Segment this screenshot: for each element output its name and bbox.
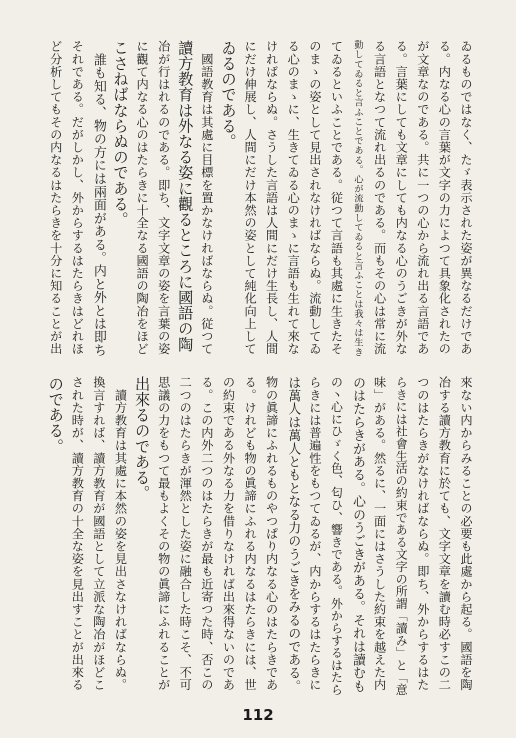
text-line: それである。だがしかし、外からするはたらきはどれほ bbox=[70, 40, 85, 355]
text-line: 物の眞諦にふれるものやつぱり内なる心のはたらきであ bbox=[264, 376, 279, 691]
text-line: ゐるものではなく、たゞ表示された姿が異なるだけであ bbox=[459, 40, 473, 355]
text-line: された時が、讀方教育の十全な姿を見出すことが出來る bbox=[70, 376, 85, 691]
text-line: の丶心にひゞく色、匂ひ、響きである。外からするはたら bbox=[329, 376, 344, 696]
text-line: 誰も知る、物の方には兩面がある。内と外とは即ち bbox=[90, 40, 106, 357]
text-line: 冶する讀方教育に於ても、文字文章を讀む時必すこの二 bbox=[437, 376, 452, 691]
text-line: 來ない内からみることの必要も此處から起る。國語を陶 bbox=[459, 376, 473, 691]
text-line: 動してゐると言ふことである。心が流動してゐると言ふことは我々は生き bbox=[352, 40, 364, 357]
page-number: 112 bbox=[242, 706, 274, 724]
text-line: らきには普遍性をもつてゐるが、内からするはたらきに bbox=[307, 376, 322, 691]
text-line: る。内なる心の言葉が文字の力によつて具象化されたの bbox=[437, 40, 452, 355]
text-line: ければならぬ。さうした言語は人間にだけ生長し、人間 bbox=[264, 40, 279, 355]
text-line: 冶が行はれるのである。即ち、文字文章の姿を言葉の姿 bbox=[156, 40, 171, 355]
text-line: る。言葉にしても文章にしても内なる心のうごきが外な bbox=[394, 40, 409, 355]
text-line: る。けれども物の眞諦にふれる内なるはたらきには、世 bbox=[243, 376, 258, 691]
text-line: にだけ伸展し、人間にだけ本然の姿として純化向上して bbox=[243, 40, 258, 355]
text-line: る言語となつて流れ出るのである。而もその心は常に流 bbox=[372, 40, 387, 355]
text-line: る心のまゝに、生きてゐる心のまゝに言語も生れて來な bbox=[286, 40, 301, 355]
text-line: が文章なのである。共に一つの心から流れ出る言語であ bbox=[415, 40, 430, 355]
text-line: の約束である外なる力を借りなければ出來得ないのであ bbox=[221, 376, 236, 691]
text-line: つのはたらきがなければならぬ。即ち、外からするはた bbox=[415, 376, 430, 691]
text-line: 味」がある。然るに、一面にはさうした約束を越えた内 bbox=[372, 376, 387, 691]
text-line: る。この内外二つのはたらきが最も近寄つた時、否この bbox=[199, 376, 214, 691]
text-line: 二つのはたらきが渾然とした姿に融合した時こそ、不可 bbox=[178, 376, 193, 691]
text-line: は萬人は萬人ともとなる力のうごきをみるのである。 bbox=[285, 376, 301, 693]
text-line: らきには社會生活の約束である文字の所謂「讀み」と「意 bbox=[394, 376, 409, 696]
text-line: 出來るのである。 bbox=[133, 376, 152, 501]
text-line: こさねばならぬのである。 bbox=[111, 40, 130, 228]
text-line: 思議の力をもつて最もよくその物の眞諦にふれることが bbox=[156, 376, 171, 691]
text-line: 讀方教育は外なる姿に觀るところに國語の陶 bbox=[176, 40, 195, 352]
upper-text-block bbox=[44, 40, 476, 360]
text-line: 國語教育は其處に目標を置かなければならぬ。従つて bbox=[199, 40, 214, 355]
text-line: ど分析してもその内なるはたらきを十分に知ることが出 bbox=[48, 40, 63, 355]
text-line: ゐるのである。 bbox=[219, 40, 238, 150]
text-line: のまゝの姿として見出されなければならぬ。流動してゐ bbox=[307, 40, 322, 355]
text-line: のはたらきがある。心のうごきがある。それは讀むも bbox=[350, 376, 366, 693]
text-line: 讀方教育は其處に本然の姿を見出さなければならぬ。 bbox=[113, 376, 128, 691]
lower-text-block bbox=[44, 376, 476, 696]
text-line: てゐるといふことである。従つて言語も其處に生きたそ bbox=[329, 40, 344, 355]
text-line: のである。 bbox=[46, 376, 65, 454]
text-line: に觀て内なる心のはたらきに十全なる國語の陶冶をほど bbox=[135, 40, 150, 355]
text-line: 換言すれば、讀方教育が國語として立派な陶冶がほどこ bbox=[91, 376, 106, 691]
